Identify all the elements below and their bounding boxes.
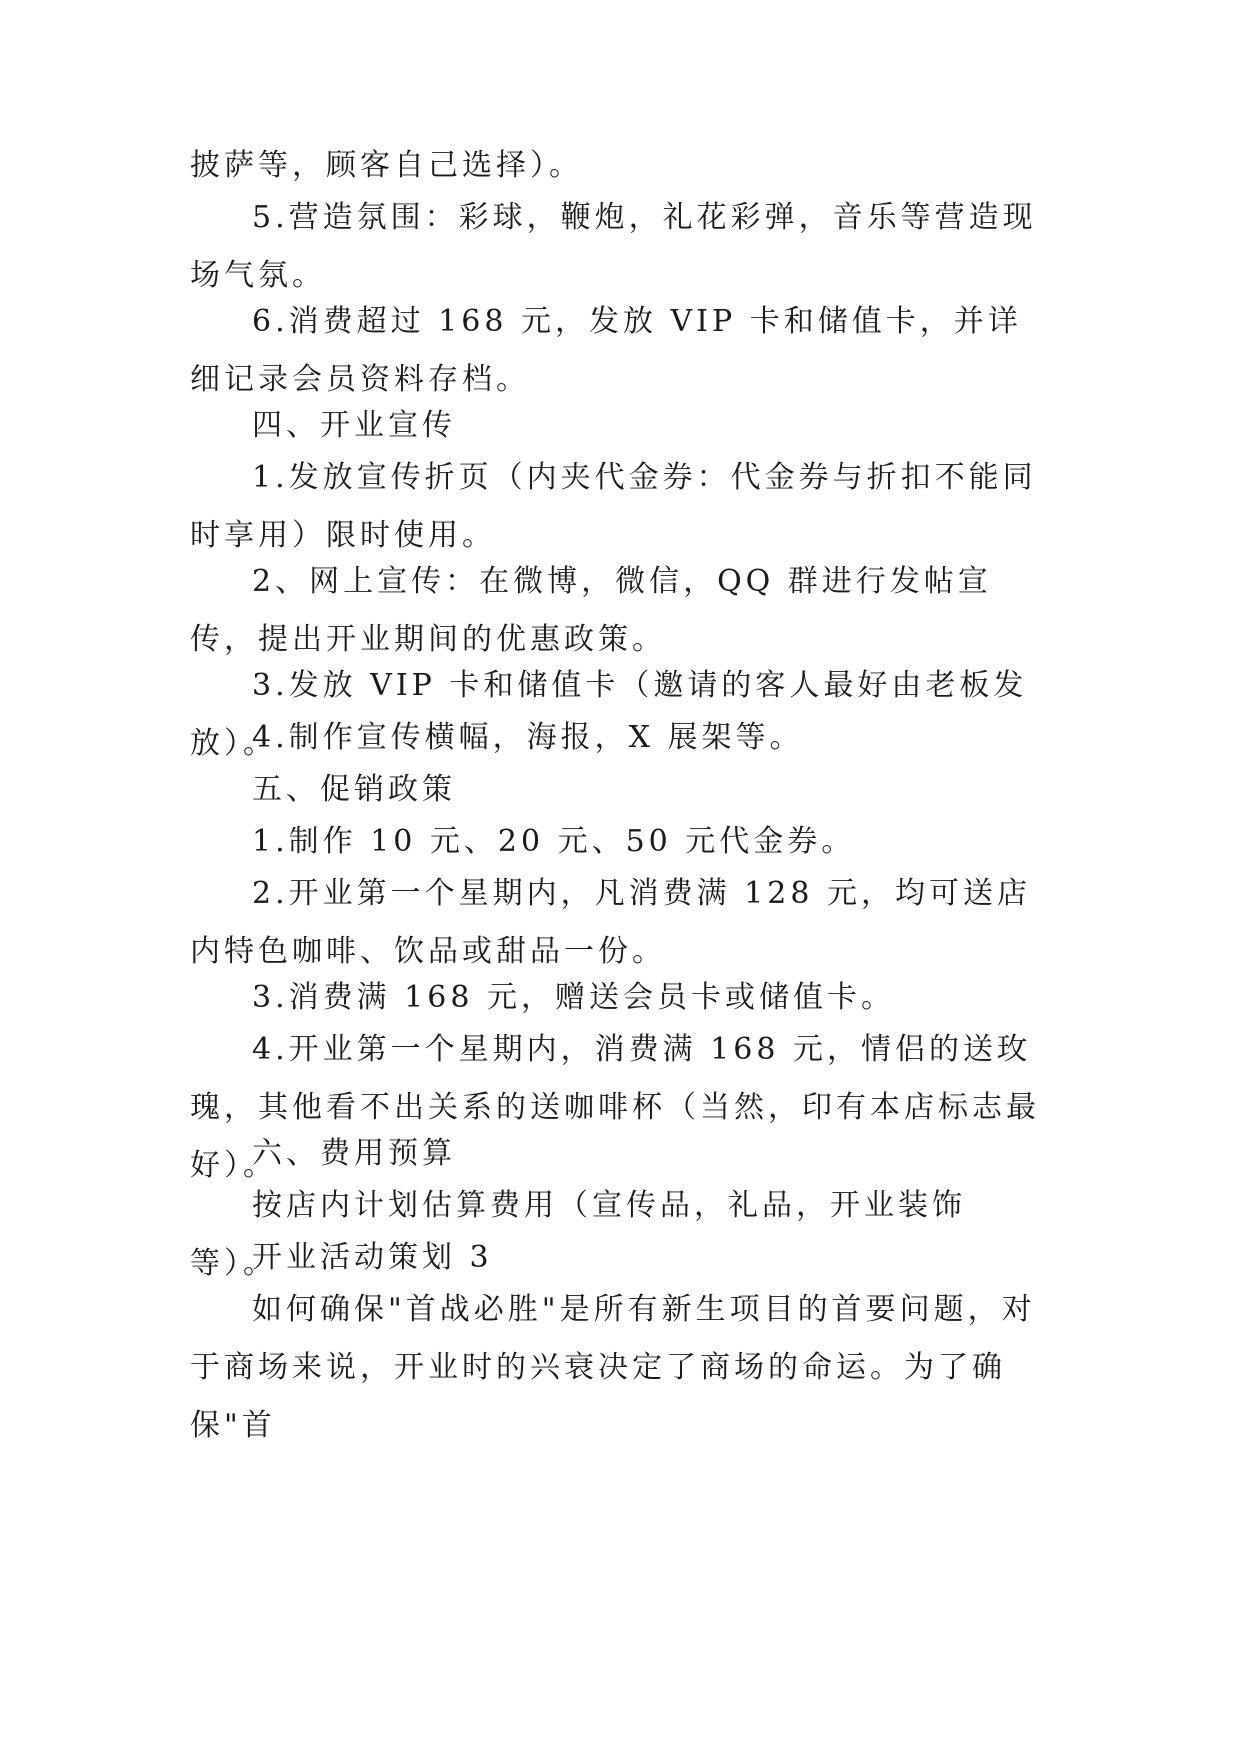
paragraph-continuation: 披萨等，顾客自己选择）。: [190, 148, 583, 183]
paragraph-publicity-4: 4.制作宣传横幅，海报，X 展架等。: [252, 720, 804, 755]
section-heading-4-opening-publicity: 四、开业宣传: [252, 408, 456, 443]
section-heading-plan-3: 开业活动策划 3: [252, 1240, 493, 1275]
paragraph-publicity-1: 1.发放宣传折页（内夹代金券：代金券与折扣不能同时享用）限时使用。: [190, 460, 1037, 553]
section-heading-5-promotion-policy: 五、促销政策: [252, 772, 456, 807]
paragraph-plan-3-intro: 如何确保"首战必胜"是所有新生项目的首要问题，对于商场来说，开业时的兴衰决定了商场的命运。为了确保"首: [190, 1292, 1036, 1443]
paragraph-promotion-4: 4.开业第一个星期内，消费满 168 元，情侣的送玫瑰，其他看不出关系的送咖啡杯（当然，印有本店标志最好）。: [190, 1032, 1040, 1183]
paragraph-promotion-1: 1.制作 10 元、20 元、50 元代金券。: [252, 824, 856, 859]
paragraph-promotion-3: 3.消费满 168 元，赠送会员卡或储值卡。: [252, 980, 895, 1015]
paragraph-publicity-3: 3.发放 VIP 卡和储值卡（邀请的客人最好由老板发放）。: [190, 668, 1028, 761]
paragraph-item-6-vip: 6.消费超过 168 元，发放 VIP 卡和储值卡，并详细记录会员资料存档。: [190, 304, 1022, 397]
section-heading-6-budget: 六、费用预算: [252, 1136, 456, 1171]
paragraph-publicity-2: 2、网上宣传：在微博，微信，QQ 群进行发帖宣传，提出开业期间的优惠政策。: [190, 564, 992, 657]
paragraph-promotion-2: 2.开业第一个星期内，凡消费满 128 元，均可送店内特色咖啡、饮品或甜品一份。: [190, 876, 1031, 969]
paragraph-budget: 按店内计划估算费用（宣传品，礼品，开业装饰等）。: [190, 1188, 966, 1281]
paragraph-item-5-atmosphere: 5.营造氛围：彩球，鞭炮，礼花彩弹，音乐等营造现场气氛。: [190, 200, 1037, 293]
